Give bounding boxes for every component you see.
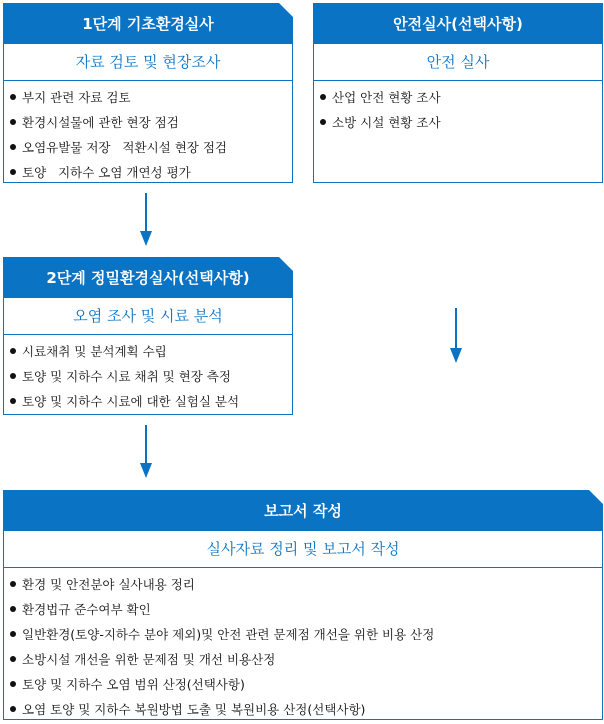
bullet-icon xyxy=(10,169,16,175)
bullet-icon xyxy=(10,398,16,404)
list-item: 환경시설물에 관한 현장 점검 xyxy=(4,110,292,135)
bullet-icon xyxy=(10,606,16,612)
stage2-header xyxy=(4,258,292,298)
safety-title: 안전실사(선택사항) xyxy=(393,15,523,33)
report-title: 보고서 작성 xyxy=(264,502,342,520)
list-item: 소방시설 개선을 위한 문제점 및 개선 비용산정 xyxy=(4,647,602,672)
list-item: 부지 관련 자료 검토 xyxy=(4,85,292,110)
stage1-subtitle: 자료 검토 및 현장조사 xyxy=(4,44,292,81)
list-item: 오염유발물 저장 적환시설 현장 점검 xyxy=(4,135,292,160)
list-item: 토양 및 지하수 시료 채취 및 현장 측정 xyxy=(4,364,292,389)
safety-card xyxy=(313,3,603,183)
list-item: 일반환경(토양-지하수 분야 제외)및 안전 관련 문제점 개선을 위한 비용 산정 xyxy=(4,622,602,647)
report-corner-fold xyxy=(589,490,603,504)
stage1-header xyxy=(4,4,292,44)
list-item: 환경법규 준수여부 확인 xyxy=(4,597,602,622)
list-item: 환경 및 안전분야 실사내용 정리 xyxy=(4,572,602,597)
stage1-card xyxy=(3,3,293,183)
report-card xyxy=(3,490,603,720)
safety-subtitle: 안전 실사 xyxy=(314,44,602,81)
list-item: 오염 토양 및 지하수 복원방법 도출 및 복원비용 산정(선택사항) xyxy=(4,697,602,722)
stage2-card xyxy=(3,257,293,415)
bullet-icon xyxy=(10,373,16,379)
bullet-icon xyxy=(10,119,16,125)
safety-list xyxy=(314,81,602,135)
stage1-corner-fold xyxy=(279,3,293,17)
list-item: 시료채취 및 분석계획 수립 xyxy=(4,339,292,364)
bullet-icon xyxy=(10,94,16,100)
arrow-down-icon xyxy=(138,193,154,247)
bullet-icon xyxy=(320,119,326,125)
list-item: 토양 및 지하수 오염 범위 산정(선택사항) xyxy=(4,672,602,697)
report-list xyxy=(4,568,602,722)
stage2-title: 2단계 정밀환경실사(선택사항) xyxy=(46,269,250,287)
bullet-icon xyxy=(10,706,16,712)
list-item: 토양 지하수 오염 개연성 평가 xyxy=(4,160,292,185)
arrow-down-icon xyxy=(448,308,464,364)
report-subtitle: 실사자료 정리 및 보고서 작성 xyxy=(4,531,602,568)
bullet-icon xyxy=(10,656,16,662)
list-item: 산업 안전 현황 조사 xyxy=(314,85,602,110)
list-item: 토양 및 지하수 시료에 대한 실험실 분석 xyxy=(4,389,292,414)
bullet-icon xyxy=(320,94,326,100)
stage2-subtitle: 오염 조사 및 시료 분석 xyxy=(4,298,292,335)
list-item: 소방 시설 현황 조사 xyxy=(314,110,602,135)
stage2-list xyxy=(4,335,292,414)
stage1-title: 1단계 기초환경실사 xyxy=(82,15,214,33)
bullet-icon xyxy=(10,581,16,587)
arrow-down-icon xyxy=(138,425,154,479)
stage1-list xyxy=(4,81,292,185)
bullet-icon xyxy=(10,631,16,637)
safety-header xyxy=(314,4,602,44)
stage2-corner-fold xyxy=(279,257,293,271)
bullet-icon xyxy=(10,144,16,150)
report-header xyxy=(4,491,602,531)
bullet-icon xyxy=(10,348,16,354)
bullet-icon xyxy=(10,681,16,687)
